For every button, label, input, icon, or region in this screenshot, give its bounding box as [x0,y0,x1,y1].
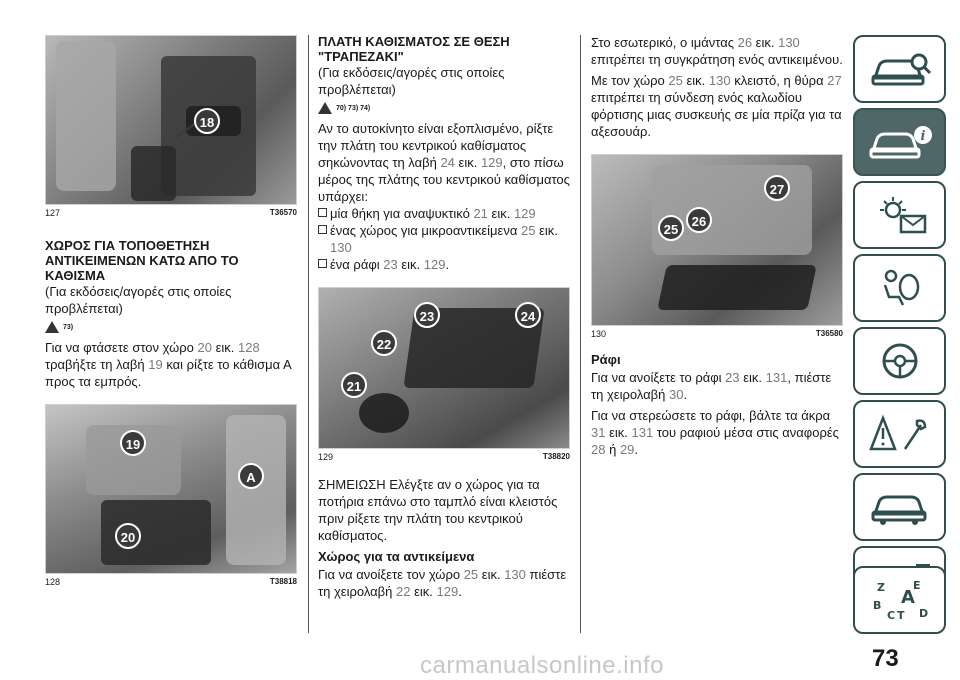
figure-128 [45,404,297,574]
car-service-icon [865,486,935,528]
paragraph: Για να στερεώσετε το ράφι, βάλτε τα άκρα 31 εικ. 131 του ραφιού μέσα στις αναφορές 28 ή 29. [591,408,839,457]
figure-129 [318,287,570,449]
column-1 [45,0,297,587]
note-paragraph: ΣΗΜΕΙΩΣΗ Ελέγξτε αν ο χώρος για τα ποτήρια επάνω στο ταμπλό είναι κλειστός πριν ρίξετε την πλάτη του κεντρικού καθίσματος. [318,477,558,543]
warning-reference: 70) 73) 74) [318,102,570,114]
tab-alphabetical-index[interactable] [853,566,946,634]
subheading: Ράφι [591,352,621,367]
figure-130-caption [591,329,843,339]
figure-130 [591,154,843,326]
callout-20: 20 [115,523,141,549]
paragraph: Για να ανοίξετε το ράφι 23 εικ. 131, πιέστε τη χειρολαβή 30. [591,370,832,402]
callout-27: 27 [764,175,790,201]
tab-emergency[interactable] [853,400,946,468]
callout-23: 23 [414,302,440,328]
figure-128-caption [45,577,297,587]
figure-number: 127 [45,208,61,218]
svg-text:T: T [896,609,905,621]
column-3 [591,0,843,458]
tab-knowing-dashboard[interactable] [853,108,946,176]
car-search-icon [865,48,935,90]
warning-tools-icon [865,413,935,455]
section-heading: ΠΛΑΤΗ ΚΑΘΙΣΜΑΤΟΣ ΣΕ ΘΕΣΗ "ΤΡΑΠΕΖΑΚΙ" [318,34,510,64]
figure-number: 128 [45,577,61,587]
paragraph: Με τον χώρο 25 εικ. 130 κλειστό, η θύρα 27 επιτρέπει τη σύνδεση ενός καλωδίου φόρτισης μιας συσκευής σε μία πρίζα για τα αξεσουάρ. [591,73,842,139]
figure-number: 130 [591,329,607,339]
airbag-person-icon [865,267,935,309]
callout-A: A [238,463,264,489]
section-subnote: (Για εκδόσεις/αγορές στις οποίες προβλέπεται) [45,284,232,316]
callout-25: 25 [658,215,684,241]
warning-triangle-icon [318,102,332,114]
list-item: μία θήκη για αναψυκτικό 21 εικ. 129 [318,205,570,222]
figure-number: 129 [318,452,334,462]
checkbox-bullet-icon [318,208,327,217]
steering-wheel-icon [865,340,935,382]
svg-text:A: A [900,587,915,608]
tab-safety[interactable] [853,254,946,322]
figure-127 [45,35,297,205]
subheading: Χώρος για τα αντικείμενα [318,549,475,564]
figure-code: T38818 [269,577,297,586]
figure-code: T36580 [815,329,843,338]
column-divider [308,35,309,633]
figure-code: T36570 [269,208,297,217]
svg-text:C: C [886,609,895,621]
tab-lights-messages[interactable] [853,181,946,249]
warning-reference: 73) [45,321,297,333]
paragraph: Στο εσωτερικό, ο ιμάντας 26 εικ. 130 επιτρέπει τη συγκράτηση ενός αντικειμένου. [591,35,843,67]
list-item: ένα ράφι 23 εικ. 129. [318,256,570,273]
lights-message-icon [865,194,935,236]
svg-text:E: E [912,579,921,592]
callout-18: 18 [194,108,220,134]
figure-127-caption [45,208,297,218]
tab-maintenance[interactable] [853,473,946,541]
callout-26: 26 [686,207,712,233]
callout-21: 21 [341,372,367,398]
list-item: ένας χώρος για μικροαντικείμενα 25 εικ. 130 [318,222,570,256]
car-info-icon [865,121,935,163]
callout-19: 19 [120,430,146,456]
svg-text:D: D [918,607,928,620]
svg-text:Z: Z [876,581,885,594]
warning-triangle-icon [45,321,59,333]
column-divider [580,35,581,633]
checkbox-bullet-icon [318,225,327,234]
section-subnote: (Για εκδόσεις/αγορές στις οποίες προβλέπεται) [318,65,505,97]
svg-text:B: B [872,599,881,612]
figure-129-caption [318,452,570,462]
section-heading: ΧΩΡΟΣ ΓΙΑ ΤΟΠΟΘΕΤΗΣΗ ΑΝΤΙΚΕΙΜΕΝΩΝ ΚΑΤΩ ΑΠΟ ΤΟ ΚΑΘΙΣΜΑ [45,238,239,283]
watermark: carmanualsonline.info [420,652,664,679]
page-number: 73 [872,645,899,672]
alphabet-index-icon [865,579,935,621]
tab-starting-driving[interactable] [853,327,946,395]
callout-22: 22 [371,330,397,356]
paragraph: Για να ανοίξετε τον χώρο 25 εικ. 130 πιέστε τη χειρολαβή 22 εικ. 129. [318,567,567,599]
column-2 [318,0,570,600]
svg-text:i: i [920,129,925,144]
figure-code: T38820 [542,452,570,461]
checkbox-bullet-icon [318,259,327,268]
paragraph: Για να φτάσετε στον χώρο 20 εικ. 128 τραβήξτε τη λαβή 19 και ρίξτε το κάθισμα Α προς τα εμπρός. [45,340,291,389]
tab-getting-to-know[interactable] [853,35,946,103]
callout-24: 24 [515,302,541,328]
paragraph: Αν το αυτοκίνητο είναι εξοπλισμένο, ρίξτε την πλάτη του κεντρικού καθίσματος σηκώνοντας τη λαβή 24 εικ. 129, στο πίσω μέρος της πλάτης του κεντρικού καθίσματος υπάρχει: [318,121,570,204]
